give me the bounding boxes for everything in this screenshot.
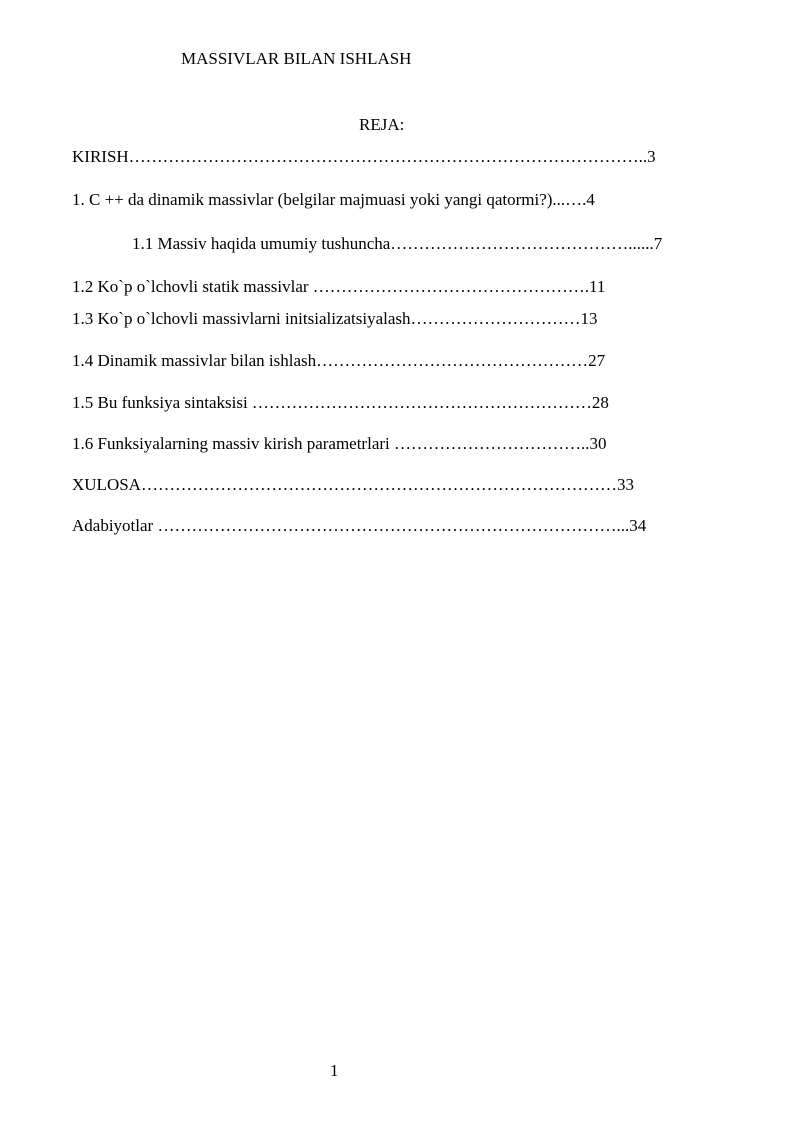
toc-entry-references: Adabiyotlar ………………………………………………………………………...34: [72, 516, 647, 535]
toc-entry-section-1-2: 1.2 Ko`p o`lchovli statik massivlar ………………………………………….11: [72, 277, 606, 296]
page-number: 1: [330, 1061, 339, 1080]
toc-entry-chapter-1: 1. C ++ da dinamik massivlar (belgilar majmuasi yoki yangi qatormi?)...….4: [72, 190, 595, 209]
plan-heading: REJA:: [359, 115, 405, 134]
document-title: MASSIVLAR BILAN ISHLASH: [181, 49, 412, 68]
toc-entry-section-1-3: 1.3 Ko`p o`lchovli massivlarni initsializatsiyalash…………………………13: [72, 309, 598, 328]
toc-entry-introduction: KIRISH………………………………………………………………………………..3: [72, 147, 656, 166]
toc-entry-section-1-1: 1.1 Massiv haqida umumiy tushuncha……………………………………......7: [132, 234, 663, 253]
toc-entry-section-1-6: 1.6 Funksiyalarning massiv kirish parametrlari ……………………………..30: [72, 434, 607, 453]
toc-entry-section-1-5: 1.5 Bu funksiya sintaksisi ……………………………………………………28: [72, 393, 609, 412]
toc-entry-section-1-4: 1.4 Dinamik massivlar bilan ishlash…………………………………………27: [72, 351, 606, 370]
toc-entry-conclusion: XULOSA…………………………………………………………………………33: [72, 475, 634, 494]
